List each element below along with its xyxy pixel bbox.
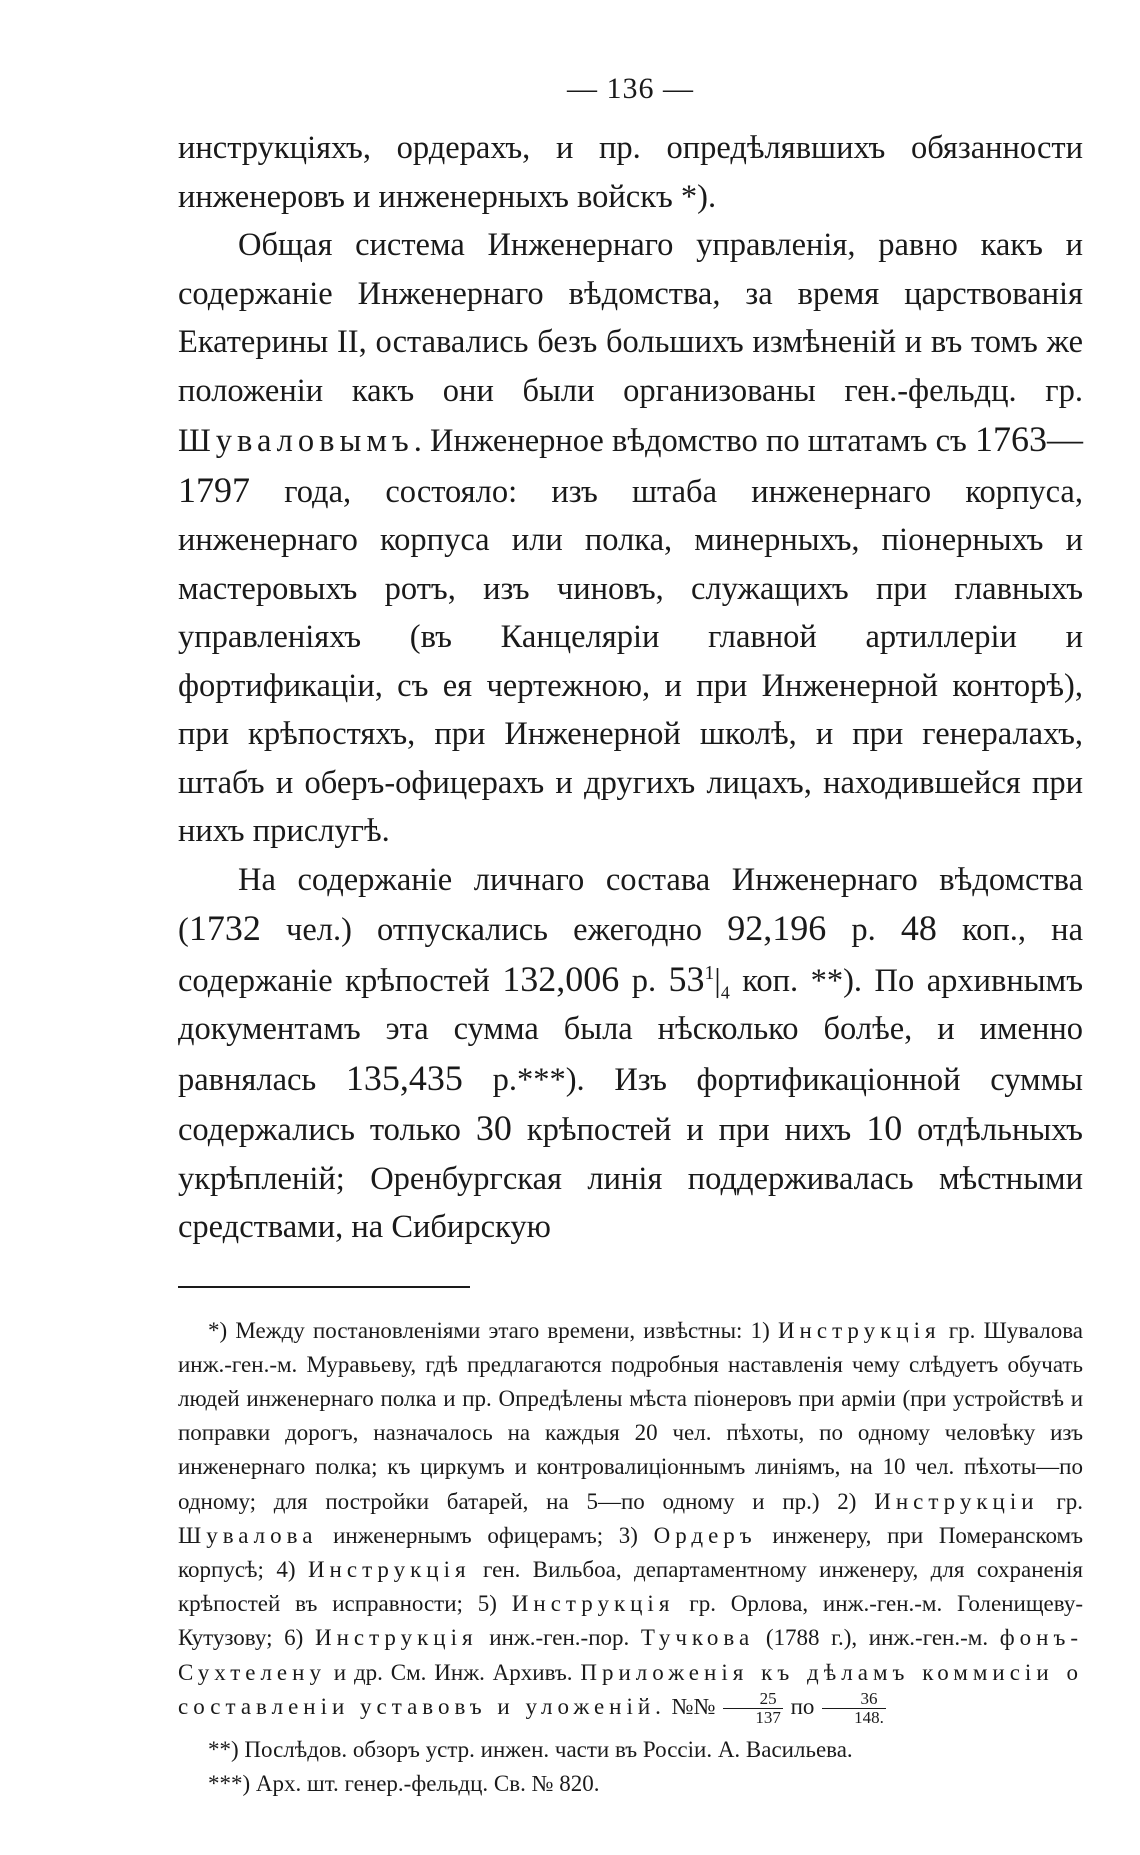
text-run: р.***). Изъ фортификаціонной суммы содержались только <box>178 1061 1083 1148</box>
fraction-numerator: 36 <box>822 1690 886 1709</box>
text-run: №№ <box>665 1693 722 1719</box>
text-run: инж.-ген.-пор. <box>477 1625 641 1651</box>
spaced-term: Инструкція <box>307 1556 471 1582</box>
footnote-2: **) Послѣдов. обзоръ устр. инжен. части въ Россіи. А. Васильева. <box>208 1736 853 1762</box>
number: 1732 <box>188 908 261 948</box>
text-run: и др. См. Инж. Архивъ. <box>325 1659 581 1685</box>
footnote-divider <box>178 1286 470 1288</box>
number: 92,196 <box>727 908 827 948</box>
text-run: коп. **). По архивнымъ документамъ эта сумма была нѣсколько болѣе, и именно равнялась <box>178 962 1083 1098</box>
text-run: по <box>784 1693 821 1719</box>
name-shuvalov: Шуваловымъ <box>178 423 414 459</box>
footnote-1 <box>178 1314 1083 1727</box>
text-run: (1788 г.), инж.-ген.-м. <box>754 1625 1000 1651</box>
fraction-numerator: 25 <box>723 1690 783 1709</box>
number: 30 <box>475 1108 512 1148</box>
text-run: р. <box>826 912 901 948</box>
text-run: гр. Шувалова инж.-ген.-м. Муравьеву, гдѣ предлагаются подробныя наставленія чему слѣдуетъ обучать людей инженернаго полка и пр. Опредѣлены мѣста піонеровъ при арміи (при устройствѣ и поправки дорогъ, назначалось на каждыя 20 чел. пѣхоты, по одному человѣку изъ инженернаго полка; къ циркумъ и контровалиціоннымъ линіямъ, на 10 чел. пѣхоты—по одному; для постройки батарей, на 5—по одному и пр.) 2) <box>178 1317 1083 1514</box>
number: 53 <box>668 958 705 999</box>
text-run: отдѣльныхъ укрѣпленій; Оренбургская линія поддерживалась мѣстными средствами, на Сибирскую <box>178 1112 1083 1245</box>
text-run: чел.) отпускались ежегодно <box>260 912 728 948</box>
spaced-term: Тучкова <box>640 1625 755 1651</box>
paragraph-continuation: инструкціяхъ, ордерахъ, и пр. опредѣлявшихъ обязанности инженеровъ и инженерныхъ войскъ *). <box>178 130 1083 215</box>
spaced-term: Инструкціи <box>874 1488 1039 1514</box>
text-run: *) Между постановленіями этаго времени, извѣстны: 1) <box>208 1317 778 1343</box>
text-run: инженернымъ офицерамъ; 3) <box>317 1522 654 1548</box>
number: 135,435 <box>345 1057 463 1098</box>
fraction <box>723 1690 783 1727</box>
fraction-denominator: 148. <box>854 1707 884 1727</box>
text-run: гр. <box>1038 1488 1084 1514</box>
spaced-term: Приложенія къ дѣламъ коммисіи о составленіи уставовъ и уложеній. <box>178 1659 1083 1719</box>
text-run: коп., на содержаніе крѣпостей <box>178 912 1083 999</box>
footnote-3: ***) Арх. шт. генер.-фельдц. Св. № 820. <box>208 1771 600 1797</box>
text-run: года, состояло: изъ штаба инженернаго корпуса, инженернаго корпуса или полка, минерныхъ, піонерныхъ и мастеровыхъ ротъ, изъ чиновъ, служащихъ при главныхъ управленіяхъ (въ Канцеляріи главной артиллеріи и фортификаціи, съ ея чертежною, и при Инженерной конторѣ), при крѣпостяхъ, при Инженерной школѣ, и при генералахъ, штабъ и оберъ-офицерахъ и другихъ лицахъ, находившейся при нихъ прислугѣ. <box>178 473 1083 849</box>
paragraph-engineering-system <box>178 221 1083 856</box>
text-run: ген. Вильбоа, департаментному инженеру, для сохраненія крѣпостей въ исправности; 5) <box>178 1556 1083 1617</box>
spaced-term: Инструкція <box>511 1591 675 1617</box>
paragraph-funding: На содержаніе личнаго состава Инженернаго вѣдомства (1732 чел.) отпускались ежегодно 92,196 р. 48 коп., на содержаніе крѣпостей 132,006 р. $53^1|_4$ коп. **). По архивнымъ документамъ эта сумма была нѣсколько болѣе, и именно равнялась 135,435 р.***). Изъ фортификаціонной суммы содержались только 30 крѣпостей и при нихъ 10 отдѣльныхъ укрѣпленій; Оренбургская линія поддерживалась мѣстными средствами, на Сибирскую <box>178 861 1083 1245</box>
number: 132,006 <box>502 958 620 999</box>
page <box>178 72 1083 1801</box>
years: 1763—1797 <box>178 419 1083 510</box>
spaced-term: Шувалова <box>178 1522 318 1548</box>
text-run: гр. Орлова, инж.-ген.-м. Голенищеву-Кутузову; 6) <box>178 1591 1083 1651</box>
spaced-term: Инструкція <box>314 1625 478 1651</box>
number: 48 <box>900 908 937 948</box>
text-run: . Инженерное вѣдомство по штатамъ съ <box>413 423 975 459</box>
spaced-term: фонъ-Сухтелену <box>178 1625 1083 1685</box>
text-run: инженеру, при Померанскомъ корпусѣ; 4) <box>178 1522 1084 1582</box>
text-run: Общая система Инженернаго управленія, равно какъ и содержаніе Инженернаго вѣдомства, за время царствованія Екатерины II, оставались безъ большихъ измѣненій и въ томъ же положеніи какъ они были организованы ген.-фельдц. гр. <box>178 227 1083 409</box>
spaced-term: Ордеръ <box>653 1522 757 1548</box>
fraction <box>822 1690 886 1727</box>
text-run: На содержаніе личнаго состава Инженернаго вѣдомства ( <box>178 861 1083 948</box>
text-run: крѣпостей и при нихъ <box>511 1112 867 1148</box>
spaced-term: Инструкція <box>777 1317 941 1343</box>
fraction-numerator: 1 <box>704 962 715 984</box>
page-number: — 136 — <box>567 72 694 105</box>
fraction-denominator: 137 <box>755 1707 781 1727</box>
fraction-denominator: 4 <box>720 982 730 1002</box>
number: 10 <box>866 1108 903 1148</box>
text-run: р. <box>619 962 669 999</box>
